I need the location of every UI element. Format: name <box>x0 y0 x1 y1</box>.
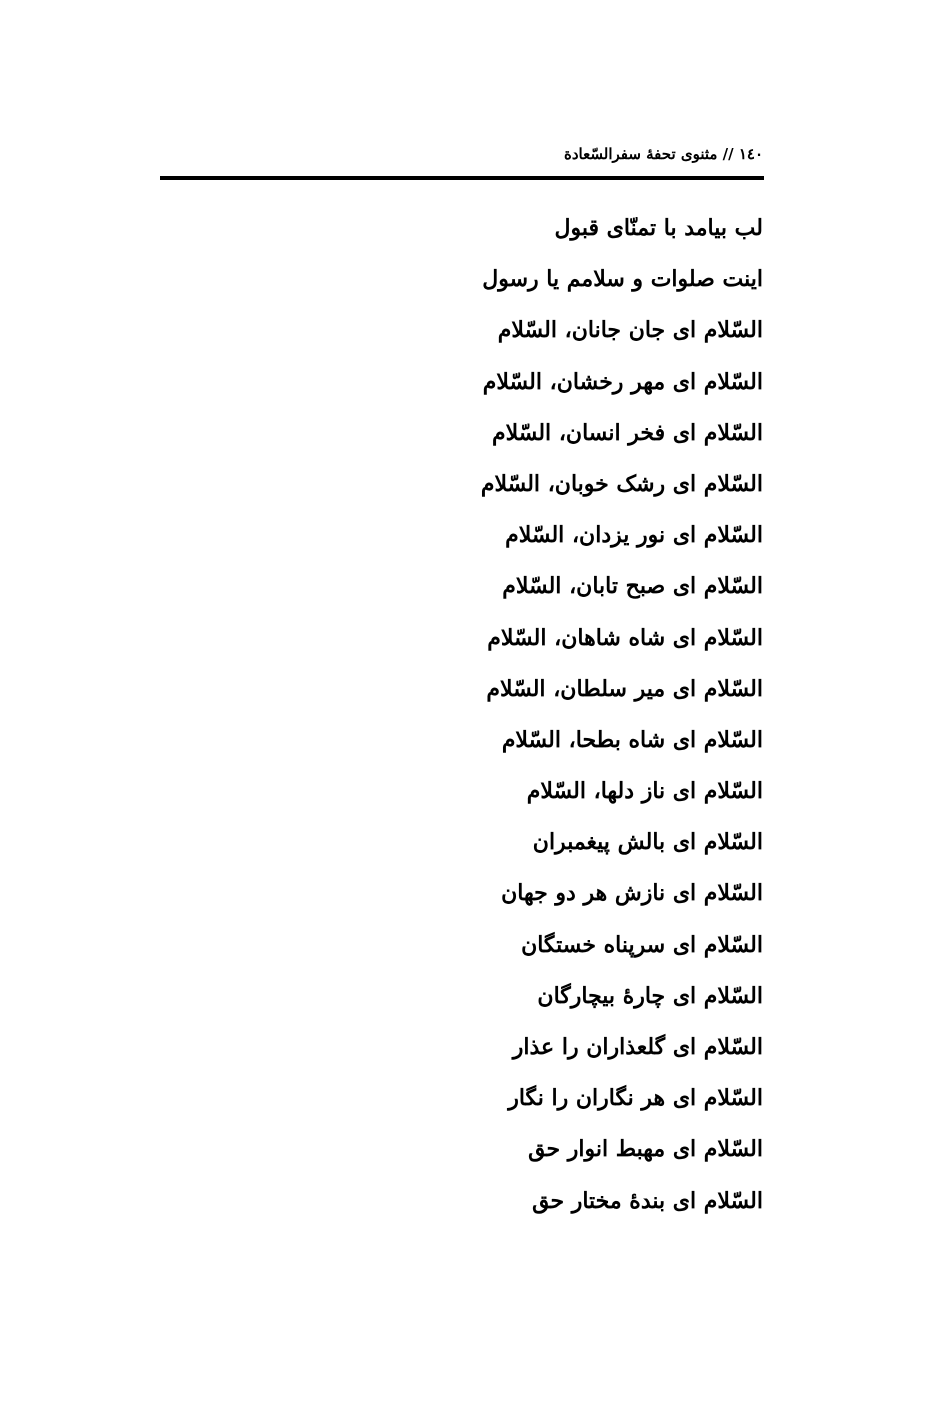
verse-line: السّلام ای بالش پیغمبران <box>532 829 763 856</box>
header-rule <box>160 176 764 180</box>
verse-line: السّلام ای ناز دلها، السّلام <box>526 778 763 805</box>
verse-line: السّلام ای چارۀ بیچارگان <box>537 982 763 1009</box>
verse-line: السّلام ای فخر انسان، السّلام <box>491 419 763 446</box>
verse-line: السّلام ای رشک خوبان، السّلام <box>480 470 763 497</box>
running-header: ١٤٠ // مثنوی تحفۀ سفرالسّعادة <box>564 145 763 163</box>
verse-line: السّلام ای سرپناه خستگان <box>521 931 763 958</box>
verse-line: السّلام ای نازش هر دو جهان <box>501 880 763 907</box>
verse-line: السّلام ای مهبط انوار حق <box>528 1136 763 1163</box>
verse-line: السّلام ای صبح تابان، السّلام <box>502 573 763 600</box>
verse-line: السّلام ای جان جانان، السّلام <box>497 317 763 344</box>
verse-line: لب بیامد با تمنّای قبول <box>554 215 763 241</box>
verse-line: السّلام ای هر نگاران را نگار <box>508 1085 763 1112</box>
verse-line: السّلام ای بندۀ مختار حق <box>532 1187 763 1214</box>
verse-line: السّلام ای نور یزدان، السّلام <box>505 522 763 549</box>
verse-line: السّلام ای میر سلطان، السّلام <box>486 675 763 702</box>
verse-line: السّلام ای مهر رخشان، السّلام <box>482 368 763 395</box>
verse-line: السّلام ای شاه بطحا، السّلام <box>501 726 763 753</box>
verse-line: السّلام ای گلعذاران را عذار <box>512 1034 763 1060</box>
verse-line: اینت صلوات و سلامم یا رسول <box>482 266 763 293</box>
verse-list <box>163 207 763 1231</box>
verse-line: السّلام ای شاه شاهان، السّلام <box>487 624 763 651</box>
